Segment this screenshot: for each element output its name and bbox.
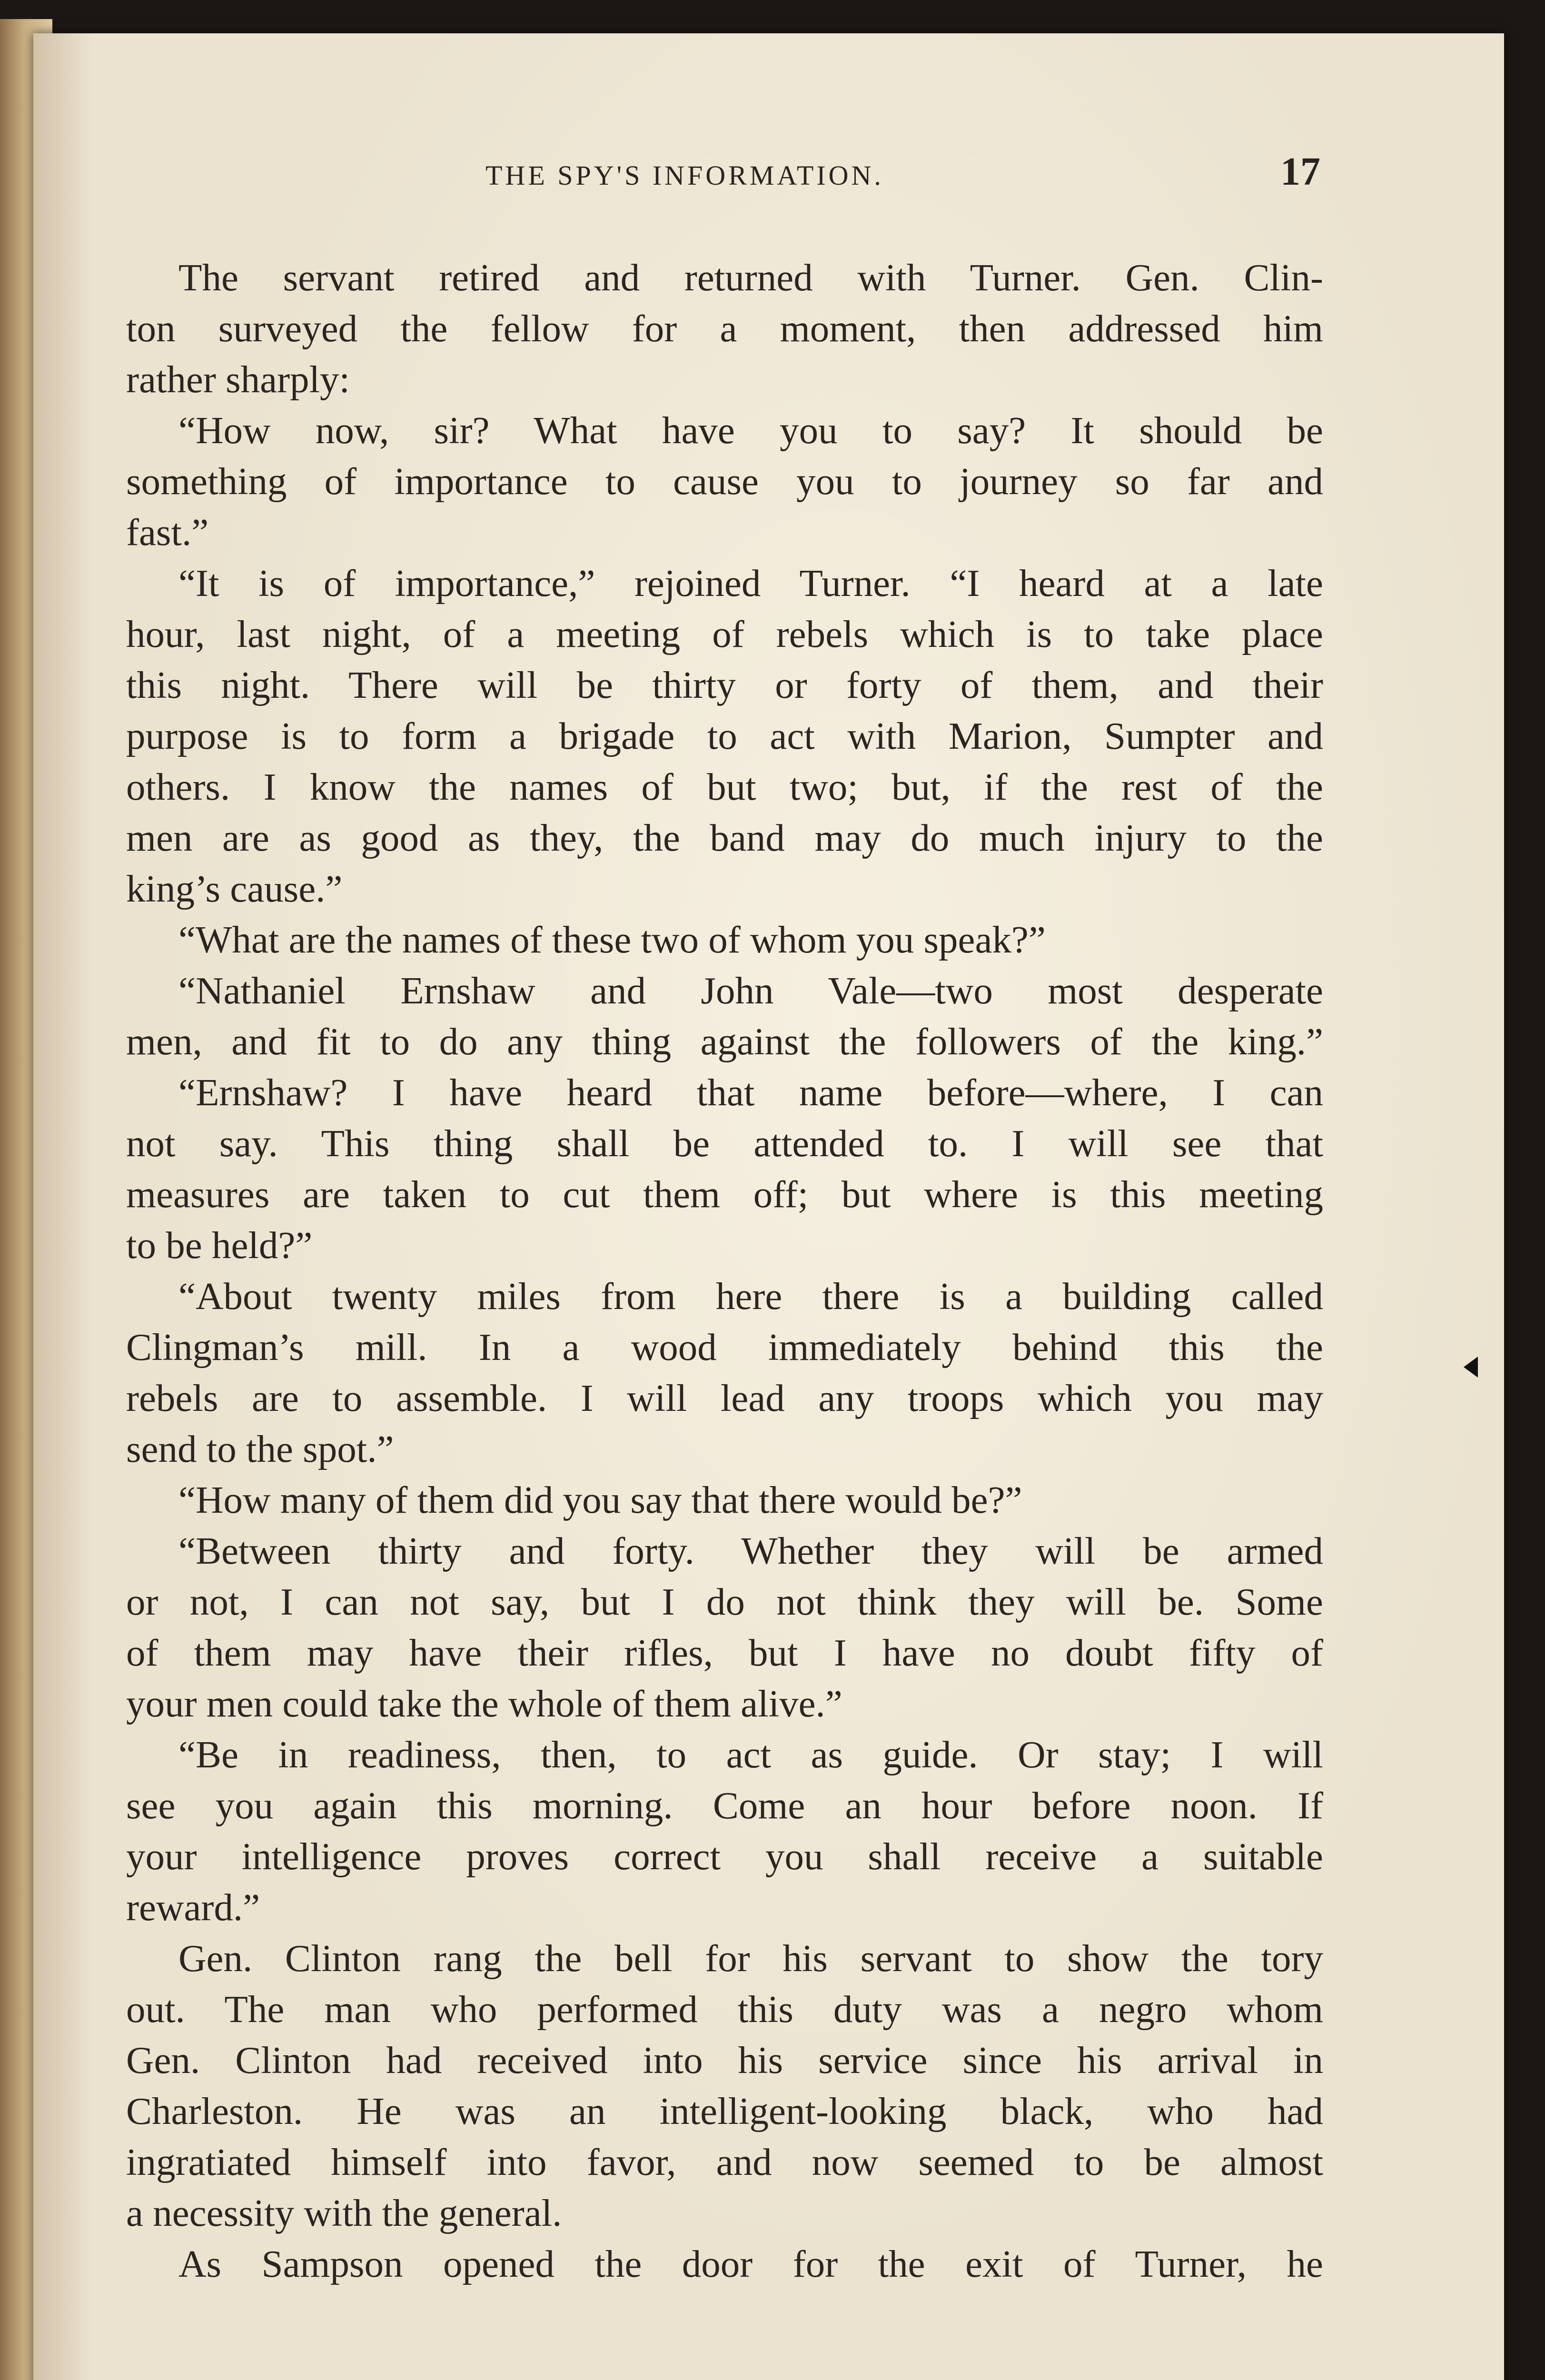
text-line: of them may have their rifles, but I have no doubt fifty of: [126, 1631, 1323, 1674]
text-line: reward.”: [126, 1886, 260, 1929]
text-line: “What are the names of these two of whom you speak?”: [178, 918, 1046, 961]
text-line: “Nathaniel Ernshaw and John Vale—two most desperate: [178, 969, 1323, 1012]
text-line: purpose is to form a brigade to act with Marion, Sumpter and: [126, 714, 1323, 757]
text-line: Clingman’s mill. In a wood immediately behind this the: [126, 1326, 1323, 1368]
text-line: to be held?”: [126, 1224, 313, 1267]
running-title: THE SPY'S INFORMATION.: [485, 160, 884, 191]
text-line: “How many of them did you say that there would be?”: [178, 1478, 1022, 1521]
text-line: measures are taken to cut them off; but where is this meeting: [126, 1173, 1323, 1216]
text-line: out. The man who performed this duty was a negro whom: [126, 1988, 1323, 2031]
text-line: something of importance to cause you to journey so far and: [126, 460, 1323, 503]
page-number: 17: [1280, 149, 1320, 194]
text-line: “About twenty miles from here there is a building called: [178, 1275, 1323, 1318]
body-text: [126, 252, 1323, 2290]
text-line: men, and fit to do any thing against the followers of the king.”: [126, 1020, 1323, 1063]
text-line: others. I know the names of but two; but, if the rest of the: [126, 765, 1323, 808]
text-line: “It is of importance,” rejoined Turner. “I heard at a late: [178, 562, 1323, 605]
text-line: king’s cause.”: [126, 867, 343, 910]
text-line: “How now, sir? What have you to say? It should be: [178, 409, 1323, 452]
text-line: men are as good as they, the band may do much injury to the: [126, 816, 1323, 859]
text-line: this night. There will be thirty or forty of them, and their: [126, 664, 1323, 706]
text-line: Gen. Clinton had received into his service since his arrival in: [126, 2039, 1323, 2082]
text-line: fast.”: [126, 511, 209, 554]
text-line: a necessity with the general.: [126, 2192, 562, 2234]
text-line: your men could take the whole of them alive.”: [126, 1682, 842, 1725]
text-line: The servant retired and returned with Turner. Gen. Clin-: [178, 256, 1323, 299]
text-line: or not, I can not say, but I do not think they will be. Some: [126, 1580, 1323, 1623]
text-line: As Sampson opened the door for the exit of Turner, he: [178, 2242, 1323, 2285]
text-line: “Be in readiness, then, to act as guide. Or stay; I will: [178, 1733, 1323, 1776]
text-line: hour, last night, of a meeting of rebels which is to take place: [126, 613, 1323, 655]
text-line: ton surveyed the fellow for a moment, then addressed him: [126, 307, 1323, 350]
text-line: “Between thirty and forty. Whether they will be armed: [178, 1529, 1323, 1572]
text-line: “Ernshaw? I have heard that name before—where, I can: [178, 1071, 1323, 1114]
text-line: Charleston. He was an intelligent-looking black, who had: [126, 2090, 1323, 2132]
text-line: rather sharply:: [126, 358, 350, 401]
text-line: your intelligence proves correct you shall receive a suitable: [126, 1835, 1323, 1878]
page-edge-tab-mark: [1464, 1357, 1478, 1378]
text-line: ingratiated himself into favor, and now seemed to be almost: [126, 2141, 1323, 2183]
text-line: Gen. Clinton rang the bell for his servant to show the tory: [178, 1937, 1323, 1980]
page-header: [33, 33, 1504, 129]
text-line: see you again this morning. Come an hour before noon. If: [126, 1784, 1323, 1827]
text-line: send to the spot.”: [126, 1428, 394, 1470]
text-line: rebels are to assemble. I will lead any troops which you may: [126, 1377, 1323, 1419]
text-line: not say. This thing shall be attended to. I will see that: [126, 1122, 1323, 1165]
